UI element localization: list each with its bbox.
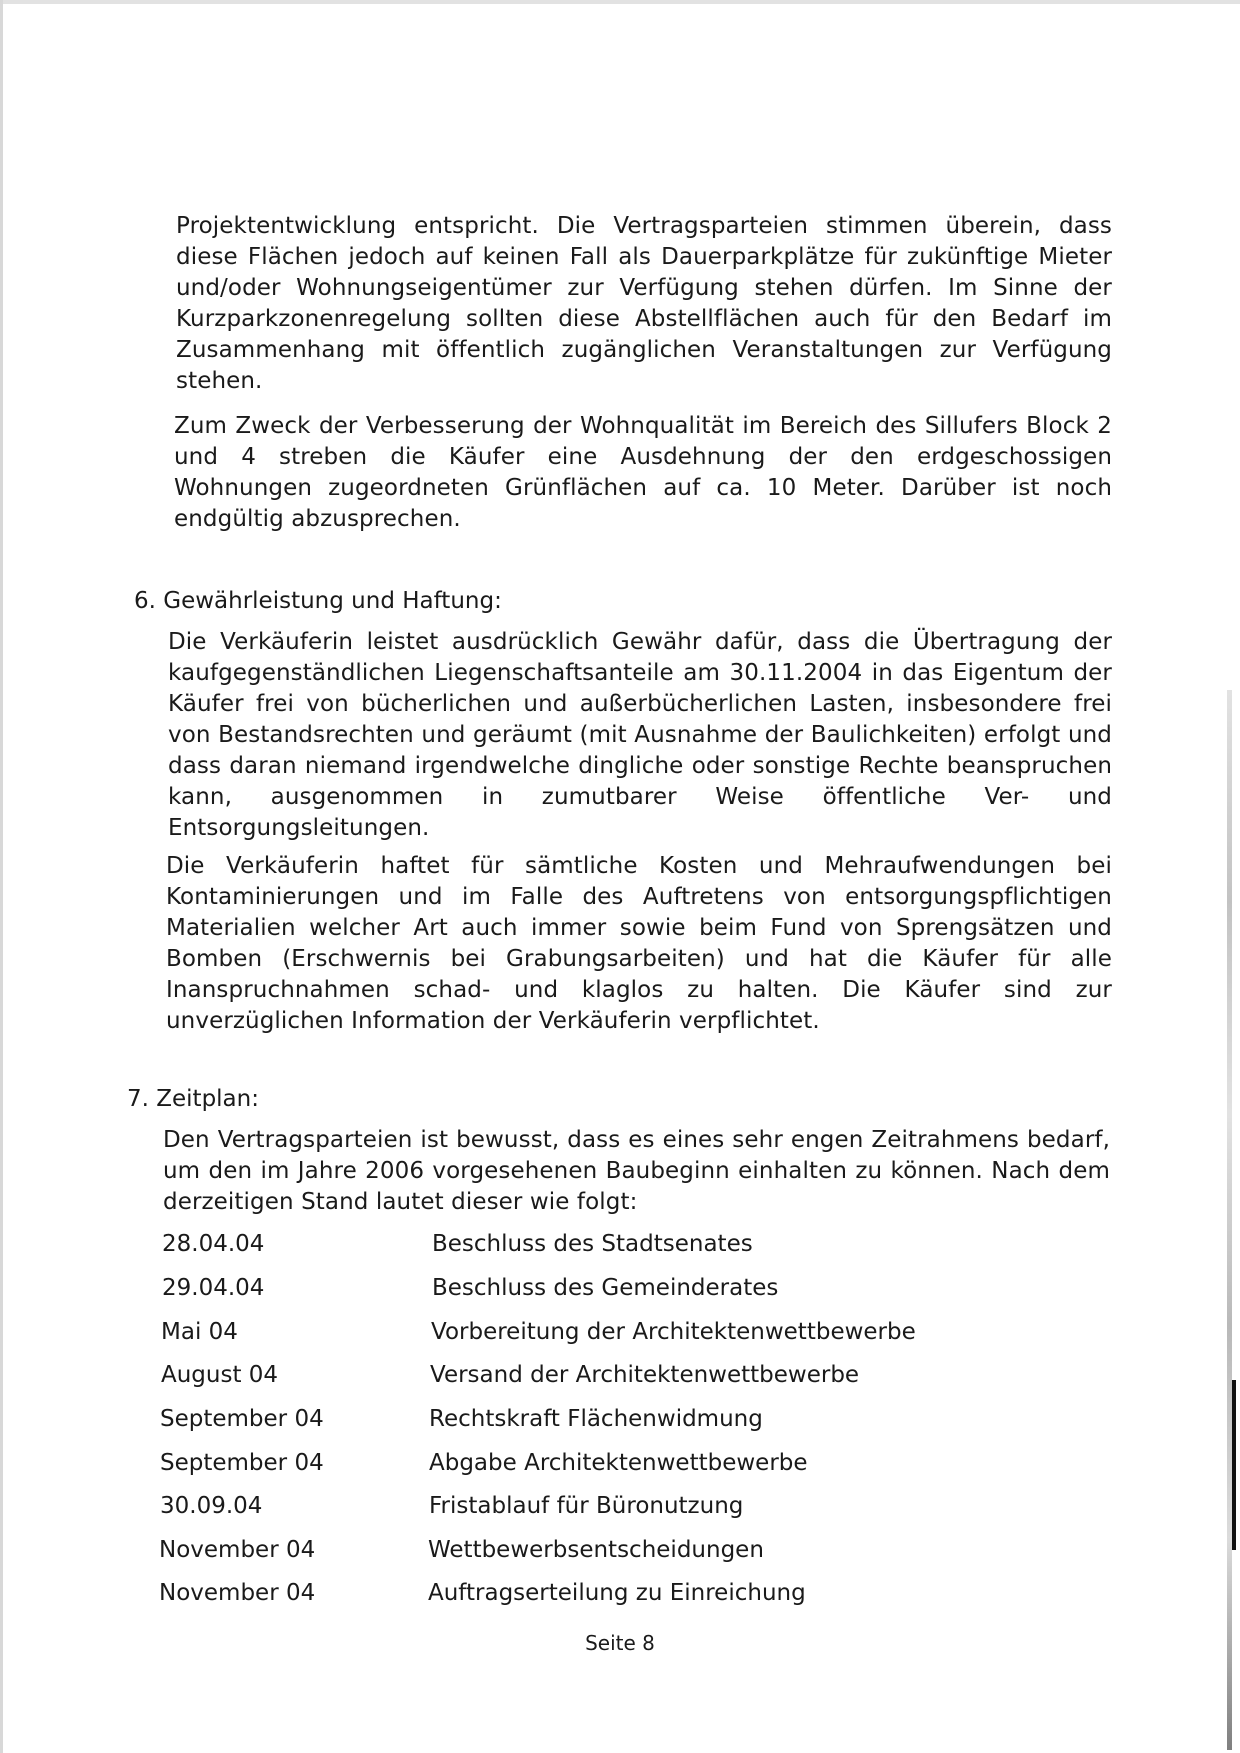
schedule-date: September 04 [160,1406,324,1432]
scan-edge-right [1227,690,1232,1750]
intro-paragraph-2 [174,411,1112,535]
section-6-paragraph-2 [166,851,1112,1037]
scan-edge-left [0,0,3,1753]
schedule-date: 30.09.04 [160,1493,263,1519]
schedule-date: September 04 [160,1450,324,1476]
schedule-date: Mai 04 [161,1319,238,1345]
schedule-date: August 04 [161,1362,279,1388]
schedule-date: 29.04.04 [162,1275,265,1301]
schedule-date: November 04 [159,1537,316,1563]
scan-mark-right [1232,1380,1236,1550]
schedule-event: Auftragserteilung zu Einreichung [428,1580,806,1606]
section-6-paragraph-2-text: Die Verkäuferin haftet für sämtliche Kosten und Mehraufwendungen bei Kontaminierungen und im Falle des Auftretens von entsorgungspflichtigen Materialien welcher Art auch immer sowie beim Fund von Sprengsätzen und Bomben (Erschwernis bei Grabungsarbeiten) und hat die Käufer für alle Inanspruchnahmen schad- und klaglos zu halten. Die Käufer sind zur unverzüglichen Information der Verkäuferin verpflichtet. [166,853,1112,1034]
page-number: Seite 8 [585,1631,655,1655]
schedule-date: November 04 [159,1580,316,1606]
schedule-event: Beschluss des Stadtsenates [432,1231,753,1257]
intro-paragraph-1 [176,211,1112,397]
section-7-heading: 7. Zeitplan: [127,1086,259,1112]
schedule-event: Wettbewerbsentscheidungen [428,1537,764,1563]
schedule-event: Vorbereitung der Architektenwettbewerbe [431,1319,916,1345]
schedule-event: Rechtskraft Flächenwidmung [429,1406,763,1432]
schedule-event: Versand der Architektenwettbewerbe [430,1362,860,1388]
scan-edge-top [0,0,1240,4]
schedule-date: 28.04.04 [162,1231,265,1257]
schedule-event: Abgabe Architektenwettbewerbe [429,1450,808,1476]
section-6-paragraph-1 [168,627,1112,844]
intro-paragraph-2-text: Zum Zweck der Verbesserung der Wohnqualität im Bereich des Sillufers Block 2 und 4 streben die Käufer eine Ausdehnung der den erdgeschossigen Wohnungen zugeordneten Grünflächen auf ca. 10 Meter. Darüber ist noch endgültig abzusprechen. [174,413,1112,532]
intro-paragraph-1-text: Projektentwicklung entspricht. Die Vertragsparteien stimmen überein, dass diese Flächen jedoch auf keinen Fall als Dauerparkplätze für zukünftige Mieter und/oder Wohnungseigentümer zur Verfügung stehen dürfen. Im Sinne der Kurzparkzonenregelung sollten diese Abstellflächen auch für den Bedarf im Zusammenhang mit öffentlich zugänglichen Veranstaltungen zur Verfügung stehen. [176,213,1112,394]
schedule-event: Beschluss des Gemeinderates [432,1275,779,1301]
schedule-event: Fristablauf für Büronutzung [429,1493,744,1519]
section-6-paragraph-1-text: Die Verkäuferin leistet ausdrücklich Gewähr dafür, dass die Übertragung der kaufgegenständlichen Liegenschaftsanteile am 30.11.2004 in das Eigentum der Käufer frei von bücherlichen und außerbücherlichen Lasten, insbesondere frei von Bestandsrechten und geräumt (mit Ausnahme der Baulichkeiten) erfolgt und dass daran niemand irgendwelche dingliche oder sonstige Rechte beanspruchen kann, ausgenommen in zumutbarer Weise öffentliche Ver- und Entsorgungsleitungen. [168,629,1112,841]
section-7-intro [163,1125,1110,1218]
section-7-intro-text: Den Vertragsparteien ist bewusst, dass es eines sehr engen Zeitrahmens bedarf, um den im Jahre 2006 vorgesehenen Baubeginn einhalten zu können. Nach dem derzeitigen Stand lautet dieser wie folgt: [163,1127,1110,1215]
section-6-heading: 6. Gewährleistung und Haftung: [134,588,502,614]
